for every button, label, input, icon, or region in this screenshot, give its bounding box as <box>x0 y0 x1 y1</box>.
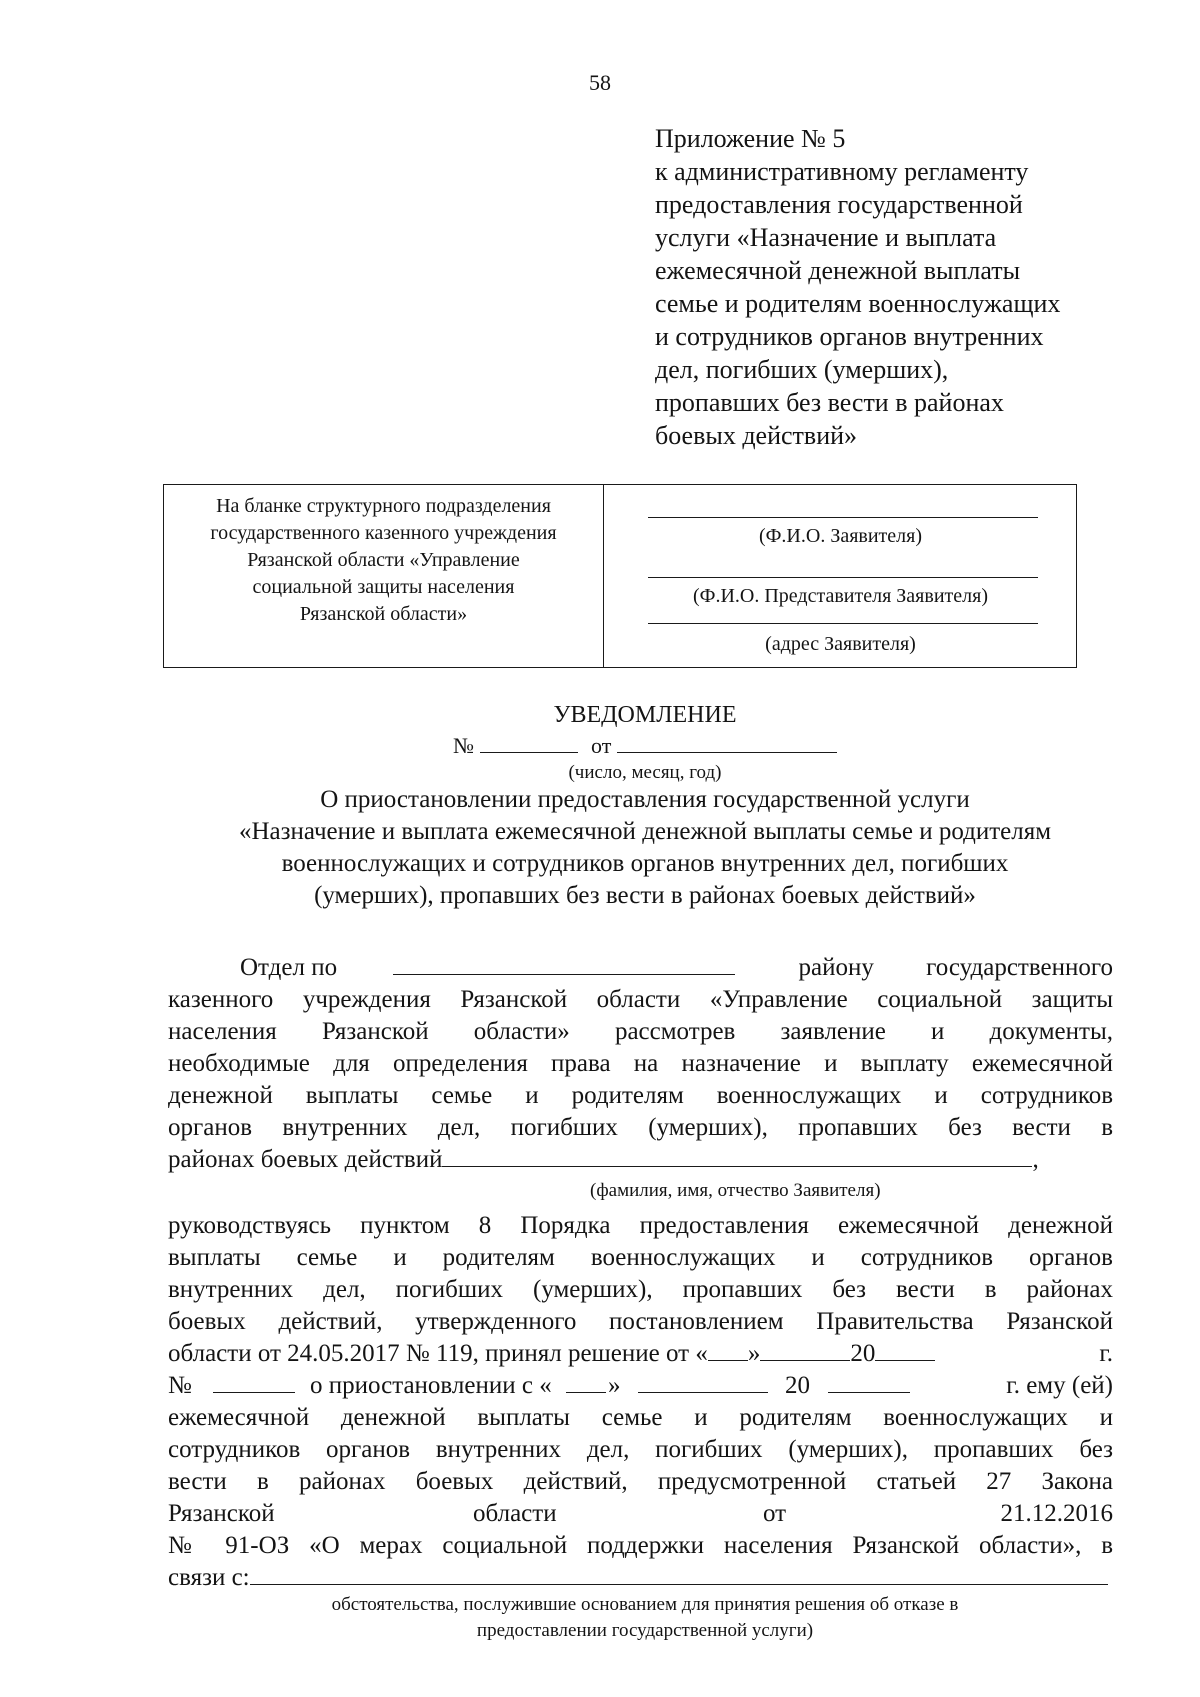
applicant-fullname-field[interactable] <box>442 1146 1032 1167</box>
notice-subject <box>0 784 1200 912</box>
suspend-year-prefix: 20 <box>785 1372 810 1399</box>
date-caption: (число, месяц, год) <box>568 762 722 783</box>
p2-decision-line <box>168 1338 1113 1370</box>
representative-name-caption: (Ф.И.О. Представителя Заявителя) <box>693 585 988 607</box>
suspend-day-field[interactable] <box>566 1372 606 1393</box>
reason-caption-line: обстоятельства, послужившие основанием для принятия решения об отказе в <box>331 1594 959 1615</box>
annex-line: Приложение № 5 <box>655 124 846 153</box>
blank-left-line: социальной защиты населения <box>252 576 515 598</box>
subject-line: военнослужащих и сотрудников органов внутренних дел, погибших <box>281 850 1009 877</box>
annex-line: услуги «Назначение и выплата <box>655 223 997 252</box>
p1-line: денежной выплаты семье и родителям военнослужащих и сотрудников <box>168 1082 1113 1109</box>
law-word: Рязанской <box>168 1500 275 1527</box>
p1-last-line <box>168 1144 1113 1176</box>
p2-line: боевых действий, утвержденного постановлением Правительства Рязанской <box>168 1308 1113 1335</box>
reason-field[interactable] <box>250 1564 1108 1585</box>
subject-line: «Назначение и выплата ежемесячной денежной выплаты семье и родителям <box>238 818 1052 845</box>
blank-left-line: На бланке структурного подразделения <box>216 495 551 517</box>
annex-line: боевых действий» <box>655 421 858 450</box>
paragraph-1 <box>168 952 1113 1176</box>
p2-line: выплаты семье и родителям военнослужащих и сотрудников органов <box>168 1244 1113 1271</box>
annex-line: предоставления государственной <box>655 190 1023 219</box>
decision-year-field[interactable] <box>875 1340 935 1361</box>
p1-line: органов внутренних дел, погибших (умерших), пропавших без вести в <box>168 1114 1113 1141</box>
district-field[interactable] <box>393 954 735 975</box>
p2-law-line: № 91-ОЗ «О мерах социальной поддержки населения Рязанской области», в <box>168 1532 1113 1559</box>
suspend-quote-close: » <box>608 1372 621 1399</box>
annex-line: дел, погибших (умерших), <box>655 355 949 384</box>
p2-line: сотрудников органов внутренних дел, погибших (умерших), пропавших без <box>168 1436 1113 1463</box>
notice-title: УВЕДОМЛЕНИЕ <box>553 702 737 728</box>
annex-line: пропавших без вести в районах <box>655 388 1004 417</box>
p2-suspend-line <box>168 1370 1113 1402</box>
applicant-name-caption: (Ф.И.О. Заявителя) <box>758 525 923 547</box>
quote-close: » <box>747 1340 761 1367</box>
p2-line: руководствуясь пунктом 8 Порядка предоставления ежемесячной денежной <box>168 1212 1113 1239</box>
suspend-month-field[interactable] <box>638 1372 768 1393</box>
applicant-address-caption: (адрес Заявителя) <box>765 633 916 655</box>
p2-reason-line <box>168 1562 1113 1594</box>
annex-line: и сотрудников органов внутренних <box>655 322 1044 351</box>
law-word: области <box>473 1500 557 1527</box>
blank-left-text <box>164 493 603 628</box>
applicant-address-field[interactable] <box>648 623 1038 624</box>
decision-number-field[interactable] <box>213 1372 295 1393</box>
p1-end: району государственного <box>798 954 1113 981</box>
p1-first-line <box>168 952 1113 984</box>
blank-right-cell <box>605 485 1076 667</box>
reason-caption <box>0 1592 1200 1644</box>
p2-line: вести в районах боевых действий, предусмотренной статьей 27 Закона <box>168 1468 1113 1495</box>
representative-name-field[interactable] <box>648 577 1038 578</box>
p1-line: населения Рязанской области» рассмотрев заявление и документы, <box>168 1018 1113 1045</box>
applicant-name-field[interactable] <box>648 517 1038 518</box>
p2-law-words-line <box>168 1498 1113 1530</box>
notice-date-field[interactable] <box>617 732 837 753</box>
suspend-year-field[interactable] <box>828 1372 910 1393</box>
p2-line: внутренних дел, погибших (умерших), пропавших без вести в районах <box>168 1276 1113 1303</box>
law-word: 21.12.2016 <box>1000 1500 1113 1527</box>
number-sign: № <box>453 733 474 758</box>
annex-line: семье и родителям военнослужащих <box>655 289 1061 318</box>
year-suffix: г. <box>1099 1340 1113 1367</box>
paragraph-2 <box>168 1210 1113 1594</box>
p2-line: ежемесячной денежной выплаты семье и родителям военнослужащих и <box>168 1404 1113 1431</box>
notice-number-field[interactable] <box>480 732 578 753</box>
reason-caption-line: предоставлении государственной услуги) <box>476 1620 814 1641</box>
law-word: от <box>763 1500 787 1527</box>
blank-left-line: государственного казенного учреждения <box>210 522 557 544</box>
p1-comma: , <box>1032 1146 1039 1173</box>
decision-number-sign: № <box>168 1372 192 1399</box>
from-word: от <box>591 733 612 758</box>
blank-left-line: Рязанской области «Управление <box>247 549 520 571</box>
blank-left-cell <box>164 485 604 667</box>
suspend-text: о приостановлении с « <box>310 1372 552 1399</box>
subject-line: О приостановлении предоставления государственной услуги <box>320 786 970 813</box>
decision-text: области от 24.05.2017 № 119, принял решение от « <box>168 1340 708 1367</box>
blank-left-line: Рязанской области» <box>299 603 468 625</box>
p1-start: Отдел по <box>240 954 338 981</box>
annex-line: ежемесячной денежной выплаты <box>655 256 1021 285</box>
suspend-tail: г. ему (ей) <box>1006 1372 1113 1399</box>
decision-day-field[interactable] <box>708 1340 748 1361</box>
notice-number-row <box>453 732 837 759</box>
p1-last-text: районах боевых действий <box>168 1146 443 1173</box>
subject-line: (умерших), пропавших без вести в районах боевых действий» <box>314 882 976 909</box>
page-number: 58 <box>589 70 611 95</box>
applicant-caption: (фамилия, имя, отчество Заявителя) <box>590 1180 881 1201</box>
annex-header <box>655 122 1060 452</box>
reason-label: связи с: <box>168 1564 250 1591</box>
p1-line: казенного учреждения Рязанской области «Управление социальной защиты <box>168 986 1113 1013</box>
annex-line: к административному регламенту <box>655 157 1029 186</box>
year-prefix: 20 <box>850 1340 876 1367</box>
p1-line: необходимые для определения права на назначение и выплату ежемесячной <box>168 1050 1113 1077</box>
blank-table <box>163 484 1077 668</box>
decision-month-field[interactable] <box>760 1340 850 1361</box>
